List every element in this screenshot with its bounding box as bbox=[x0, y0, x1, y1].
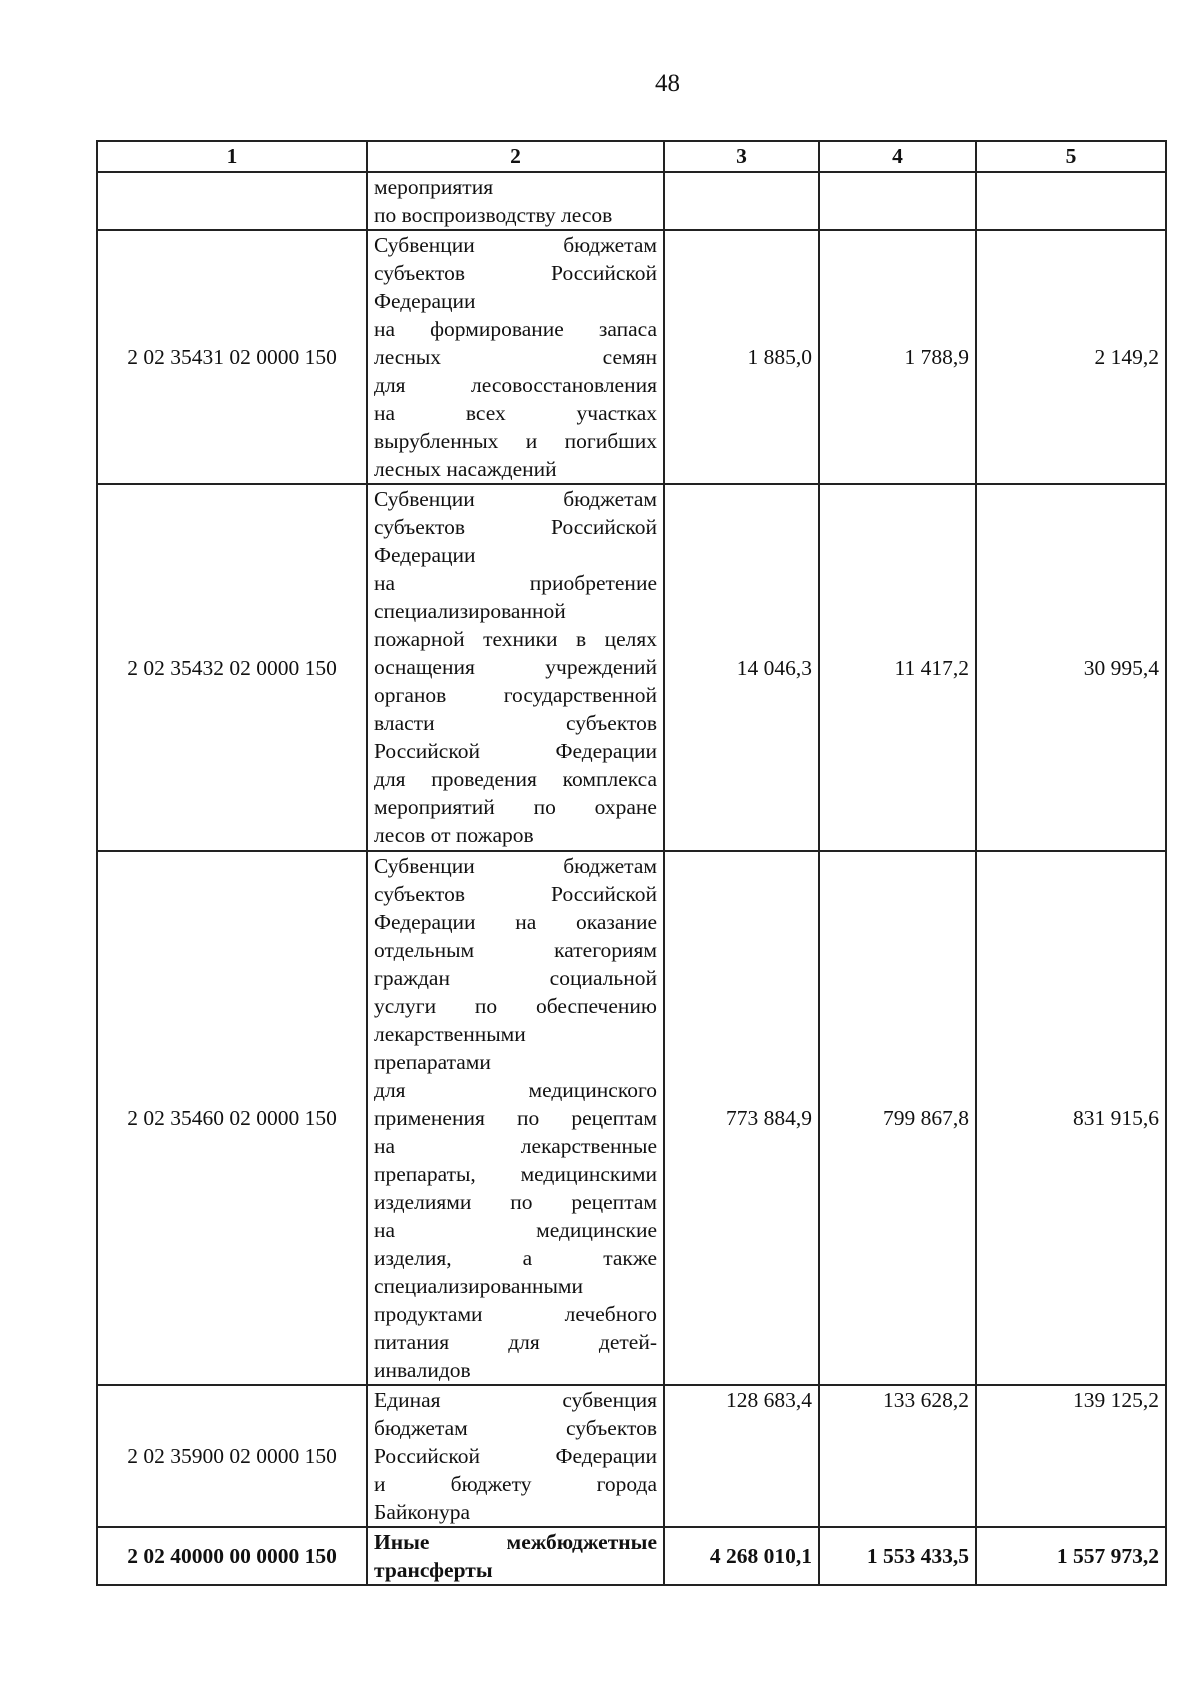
row-value-col5: 1 557 973,2 bbox=[976, 1527, 1166, 1585]
description-line: Федерации bbox=[374, 289, 476, 313]
description-word: социальной bbox=[549, 966, 657, 990]
description-word: семян bbox=[602, 345, 657, 369]
description-word: обеспечению bbox=[536, 994, 657, 1018]
description-word: питания bbox=[374, 1330, 450, 1354]
description-word: медицинского bbox=[528, 1078, 657, 1102]
row-value-col4: 11 417,2 bbox=[819, 484, 976, 851]
description-word: бюджетам bbox=[563, 854, 657, 878]
description-word: для bbox=[374, 1078, 406, 1102]
description-word: пожарной bbox=[374, 627, 465, 651]
row-description bbox=[367, 851, 664, 1385]
description-word: города bbox=[596, 1472, 657, 1496]
description-word: бюджету bbox=[450, 1472, 532, 1496]
table-row bbox=[97, 230, 1166, 484]
row-value-col3 bbox=[664, 172, 819, 230]
header-col-2: 2 bbox=[367, 141, 664, 172]
description-word: всех bbox=[465, 401, 506, 425]
description-line: лесных насаждений bbox=[374, 457, 557, 481]
description-line bbox=[374, 1188, 657, 1216]
description-word: Российской bbox=[374, 739, 480, 763]
description-word: по bbox=[474, 994, 498, 1018]
description-word: субъектов bbox=[374, 261, 465, 285]
description-line: препаратами bbox=[374, 1050, 491, 1074]
description-word: охране bbox=[594, 795, 657, 819]
description-word: Российской bbox=[374, 1444, 480, 1468]
row-description bbox=[367, 230, 664, 484]
description-word: категориям bbox=[554, 938, 657, 962]
description-word: комплекса bbox=[562, 767, 657, 791]
description-word: продуктами bbox=[374, 1302, 483, 1326]
description-line bbox=[374, 343, 657, 371]
description-line: инвалидов bbox=[374, 1358, 471, 1382]
description-word: бюджетам bbox=[563, 233, 657, 257]
row-value-col4: 133 628,2 bbox=[819, 1385, 976, 1527]
description-word: бюджетам bbox=[563, 487, 657, 511]
description-word: и bbox=[525, 429, 538, 453]
description-word: для bbox=[508, 1330, 540, 1354]
description-word: Единая bbox=[374, 1388, 441, 1412]
description-line bbox=[374, 880, 657, 908]
row-value-col4 bbox=[819, 172, 976, 230]
description-word: и bbox=[374, 1472, 386, 1496]
description-word: а bbox=[522, 1246, 533, 1270]
description-word: рецептам bbox=[571, 1190, 657, 1214]
table-row bbox=[97, 851, 1166, 1385]
row-value-col5: 139 125,2 bbox=[976, 1385, 1166, 1527]
row-value-col4: 1 788,9 bbox=[819, 230, 976, 484]
description-line bbox=[374, 513, 657, 541]
description-line bbox=[374, 1216, 657, 1244]
description-word: техники bbox=[483, 627, 558, 651]
description-word: межбюджетные bbox=[506, 1530, 657, 1554]
description-word: Субвенции bbox=[374, 854, 475, 878]
description-line bbox=[374, 485, 657, 513]
description-line: по воспроизводству лесов bbox=[374, 203, 613, 227]
description-word: отдельным bbox=[374, 938, 475, 962]
description-word: Российской bbox=[551, 261, 657, 285]
description-word: граждан bbox=[374, 966, 450, 990]
description-line bbox=[374, 1104, 657, 1132]
row-value-col5: 831 915,6 bbox=[976, 851, 1166, 1385]
description-word: власти bbox=[374, 711, 435, 735]
row-code bbox=[97, 172, 367, 230]
description-line bbox=[374, 1328, 657, 1356]
description-word: услуги bbox=[374, 994, 437, 1018]
description-word: лесовосстановления bbox=[471, 373, 657, 397]
description-word: для bbox=[374, 373, 406, 397]
description-line bbox=[374, 1414, 657, 1442]
description-word: бюджетам bbox=[374, 1416, 468, 1440]
description-line bbox=[374, 936, 657, 964]
description-word: медицинскими bbox=[520, 1162, 657, 1186]
description-line bbox=[374, 852, 657, 880]
description-word: мероприятий bbox=[374, 795, 495, 819]
description-word: Федерации bbox=[374, 910, 476, 934]
row-value-col5: 30 995,4 bbox=[976, 484, 1166, 851]
description-word: для bbox=[374, 767, 406, 791]
description-word: Иные bbox=[374, 1530, 430, 1554]
description-line: специализированными bbox=[374, 1274, 584, 1298]
description-word: запаса bbox=[598, 317, 657, 341]
description-line: Федерации bbox=[374, 543, 476, 567]
description-word: по bbox=[533, 795, 556, 819]
description-word: по bbox=[510, 1190, 533, 1214]
table-row-total bbox=[97, 1527, 1166, 1585]
description-word: погибших bbox=[564, 429, 657, 453]
header-col-4: 4 bbox=[819, 141, 976, 172]
description-line bbox=[374, 765, 657, 793]
description-word: на bbox=[374, 1218, 396, 1242]
description-line bbox=[374, 1442, 657, 1470]
row-description bbox=[367, 484, 664, 851]
description-line bbox=[374, 1386, 657, 1414]
table-row bbox=[97, 484, 1166, 851]
description-word: оснащения bbox=[374, 655, 475, 679]
description-line bbox=[374, 1528, 657, 1556]
description-line: лесов от пожаров bbox=[374, 823, 534, 847]
description-line: специализированной bbox=[374, 599, 566, 623]
description-line bbox=[374, 1076, 657, 1104]
description-word: проведения bbox=[431, 767, 537, 791]
description-word: изделиями bbox=[374, 1190, 472, 1214]
row-value-col3: 4 268 010,1 bbox=[664, 1527, 819, 1585]
description-word: изделия, bbox=[374, 1246, 452, 1270]
description-line bbox=[374, 371, 657, 399]
description-word: учреждений bbox=[545, 655, 657, 679]
description-word: вырубленных bbox=[374, 429, 499, 453]
budget-table bbox=[96, 140, 1167, 1586]
description-word: Федерации bbox=[555, 739, 657, 763]
description-line: Байконура bbox=[374, 1500, 471, 1524]
description-line bbox=[374, 737, 657, 765]
description-word: на bbox=[374, 571, 396, 595]
table-row bbox=[97, 172, 1166, 230]
row-description bbox=[367, 172, 664, 230]
description-word: целях bbox=[604, 627, 657, 651]
description-word: Федерации bbox=[555, 1444, 657, 1468]
description-line: трансферты bbox=[374, 1558, 493, 1582]
row-code: 2 02 35460 02 0000 150 bbox=[97, 851, 367, 1385]
description-word: лесных bbox=[374, 345, 442, 369]
description-line bbox=[374, 1470, 657, 1498]
description-word: рецептам bbox=[571, 1106, 657, 1130]
description-word: субвенция bbox=[562, 1388, 657, 1412]
description-word: медицинские bbox=[536, 1218, 657, 1242]
row-code: 2 02 35432 02 0000 150 bbox=[97, 484, 367, 851]
row-value-col4: 799 867,8 bbox=[819, 851, 976, 1385]
description-line bbox=[374, 427, 657, 455]
row-code: 2 02 35900 02 0000 150 bbox=[97, 1385, 367, 1527]
description-word: по bbox=[516, 1106, 540, 1130]
description-line bbox=[374, 569, 657, 597]
description-line: мероприятия bbox=[374, 175, 494, 199]
row-description bbox=[367, 1385, 664, 1527]
description-line bbox=[374, 399, 657, 427]
description-word: препараты, bbox=[374, 1162, 476, 1186]
row-code: 2 02 35431 02 0000 150 bbox=[97, 230, 367, 484]
description-word: субъектов bbox=[566, 1416, 657, 1440]
description-word: государственной bbox=[503, 683, 657, 707]
description-line bbox=[374, 681, 657, 709]
description-word: субъектов bbox=[374, 515, 465, 539]
description-line bbox=[374, 315, 657, 343]
description-line bbox=[374, 1244, 657, 1272]
description-word: в bbox=[575, 627, 587, 651]
description-word: детей- bbox=[598, 1330, 657, 1354]
description-word: Субвенции bbox=[374, 233, 475, 257]
description-word: на bbox=[374, 1134, 396, 1158]
description-word: лекарственные bbox=[520, 1134, 657, 1158]
page-number: 48 bbox=[655, 70, 680, 97]
description-word: на bbox=[515, 910, 537, 934]
description-word: лечебного bbox=[564, 1302, 657, 1326]
description-word: Российской bbox=[551, 882, 657, 906]
row-value-col3: 773 884,9 bbox=[664, 851, 819, 1385]
row-value-col5 bbox=[976, 172, 1166, 230]
description-line bbox=[374, 653, 657, 681]
header-col-3: 3 bbox=[664, 141, 819, 172]
description-line: лекарственными bbox=[374, 1022, 526, 1046]
description-word: формирование bbox=[430, 317, 564, 341]
description-word: Субвенции bbox=[374, 487, 475, 511]
description-word: на bbox=[374, 317, 396, 341]
description-word: также bbox=[603, 1246, 657, 1270]
row-code: 2 02 40000 00 0000 150 bbox=[97, 1527, 367, 1585]
row-value-col3: 1 885,0 bbox=[664, 230, 819, 484]
description-line bbox=[374, 231, 657, 259]
description-word: участках bbox=[576, 401, 657, 425]
header-row bbox=[97, 141, 1166, 172]
header-col-5: 5 bbox=[976, 141, 1166, 172]
row-value-col3: 128 683,4 bbox=[664, 1385, 819, 1527]
description-line bbox=[374, 992, 657, 1020]
row-value-col4: 1 553 433,5 bbox=[819, 1527, 976, 1585]
row-value-col5: 2 149,2 bbox=[976, 230, 1166, 484]
row-value-col3: 14 046,3 bbox=[664, 484, 819, 851]
description-line bbox=[374, 793, 657, 821]
description-word: субъектов bbox=[566, 711, 657, 735]
description-line bbox=[374, 964, 657, 992]
description-line bbox=[374, 1300, 657, 1328]
description-word: Российской bbox=[551, 515, 657, 539]
description-word: субъектов bbox=[374, 882, 465, 906]
description-word: приобретение bbox=[529, 571, 657, 595]
description-line bbox=[374, 908, 657, 936]
description-word: на bbox=[374, 401, 396, 425]
description-word: оказание bbox=[575, 910, 657, 934]
header-col-1: 1 bbox=[97, 141, 367, 172]
description-line bbox=[374, 625, 657, 653]
description-word: применения bbox=[374, 1106, 485, 1130]
description-line bbox=[374, 1160, 657, 1188]
row-description bbox=[367, 1527, 664, 1585]
description-line bbox=[374, 259, 657, 287]
description-word: органов bbox=[374, 683, 447, 707]
table-row bbox=[97, 1385, 1166, 1527]
description-line bbox=[374, 709, 657, 737]
description-line bbox=[374, 1132, 657, 1160]
